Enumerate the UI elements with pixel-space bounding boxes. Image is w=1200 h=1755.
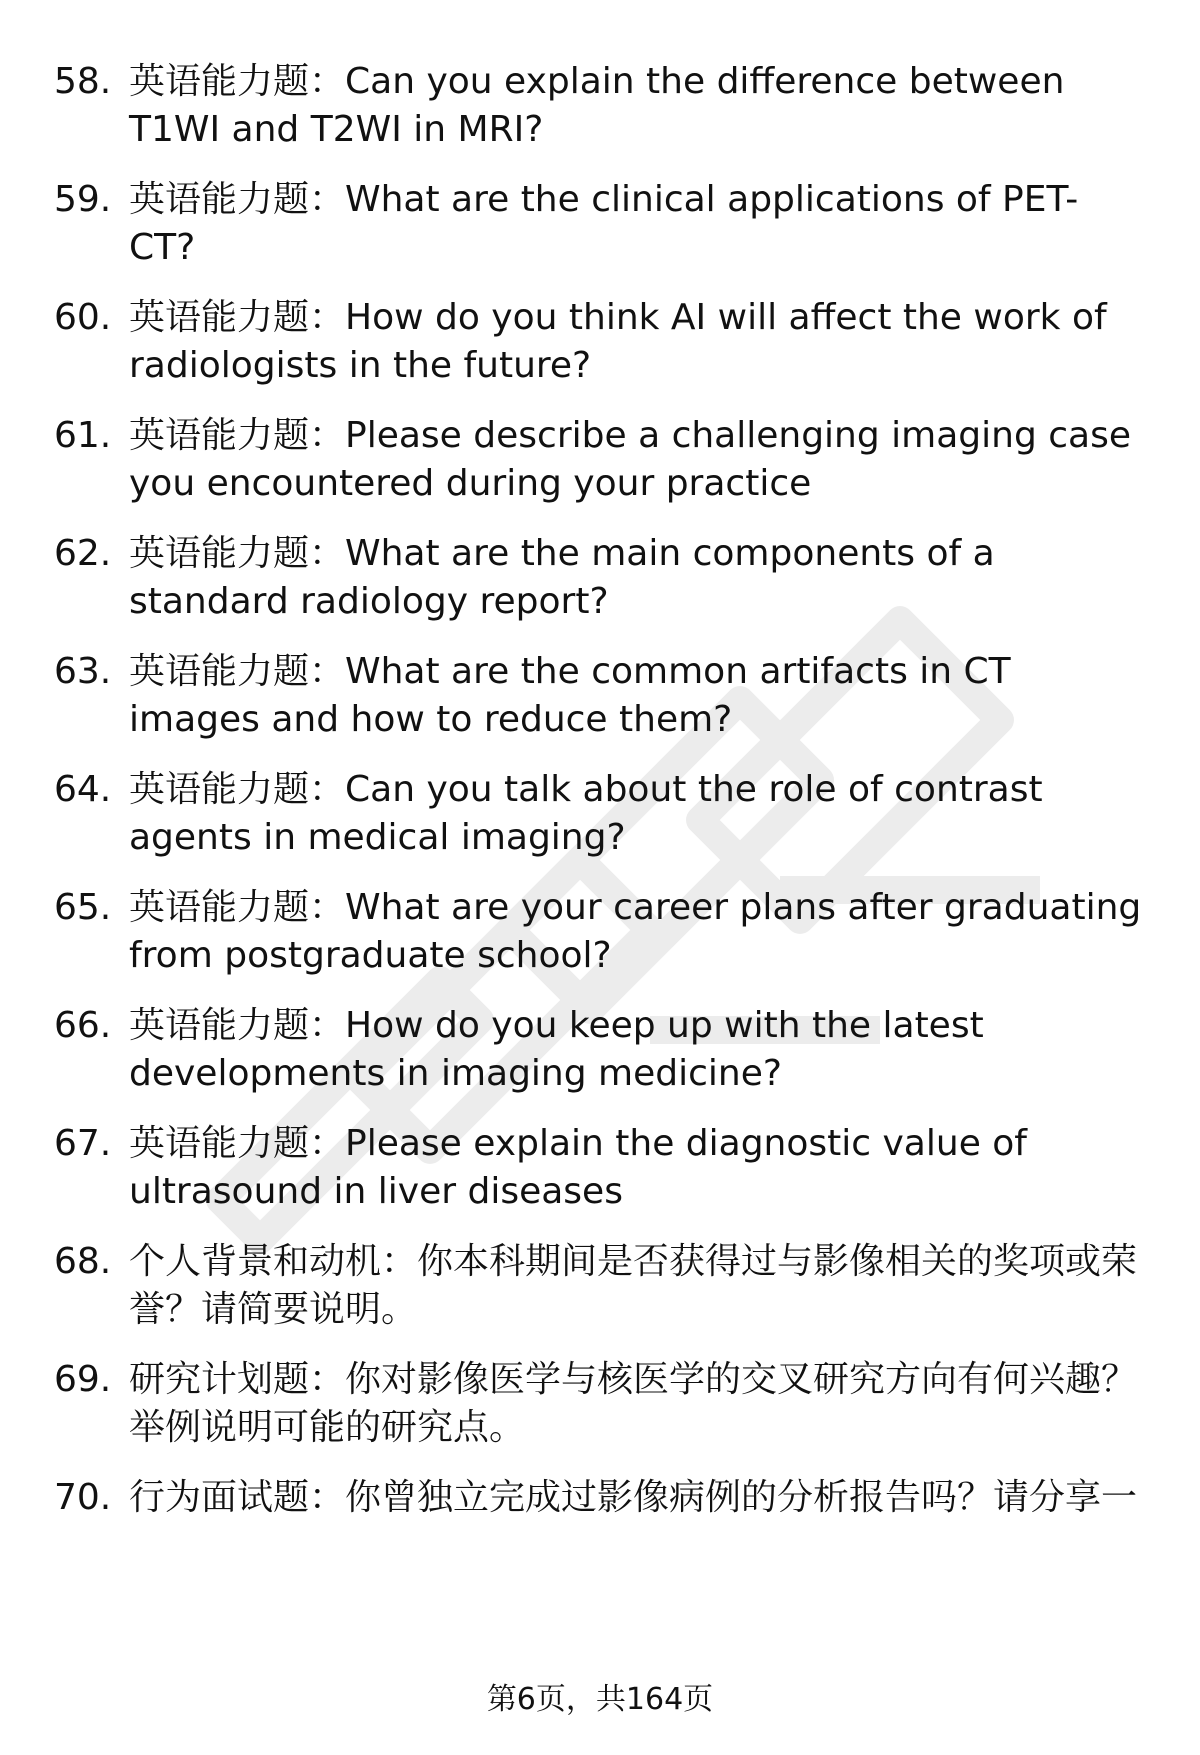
question-text: 英语能力题：Can you talk about the role of contrast agents in medical imaging? (129, 769, 1043, 858)
question-item-58 (54, 58, 1144, 154)
question-number: 60. (54, 297, 112, 338)
page-number-label: 第6页，共164页 (486, 1682, 714, 1717)
page-footer (0, 1680, 1200, 1720)
question-item-64 (54, 766, 1144, 862)
question-text: 英语能力题：Please describe a challenging imaging case you encountered during your practice (129, 415, 1132, 504)
question-item-59 (54, 176, 1144, 272)
question-item-70 (54, 1474, 1144, 1522)
question-number: 69. (54, 1359, 112, 1400)
question-number: 59. (54, 179, 112, 220)
question-number: 63. (54, 651, 112, 692)
question-number: 64. (54, 769, 112, 810)
question-text: 英语能力题：What are the main components of a standard radiology report? (129, 533, 995, 622)
question-item-67 (54, 1120, 1144, 1216)
question-item-61 (54, 412, 1144, 508)
question-number: 67. (54, 1123, 112, 1164)
question-item-68 (54, 1238, 1144, 1334)
question-number: 70. (54, 1477, 112, 1518)
question-text: 英语能力题：What are your career plans after graduating from postgraduate school? (129, 887, 1142, 976)
question-text: 英语能力题：Can you explain the difference between T1WI and T2WI in MRI? (129, 61, 1065, 150)
question-item-60 (54, 294, 1144, 390)
question-text: 行为面试题：你曾独立完成过影像病例的分析报告吗？请分享一 (129, 1477, 1138, 1518)
question-text: 英语能力题：What are the common artifacts in CT images and how to reduce them? (129, 651, 1011, 740)
question-item-63 (54, 648, 1144, 744)
question-item-69 (54, 1356, 1144, 1452)
question-number: 62. (54, 533, 112, 574)
question-number: 65. (54, 887, 112, 928)
question-list (54, 58, 1144, 1544)
question-text: 英语能力题：Please explain the diagnostic value of ultrasound in liver diseases (129, 1123, 1027, 1212)
question-number: 66. (54, 1005, 112, 1046)
question-item-62 (54, 530, 1144, 626)
question-number: 58. (54, 61, 112, 102)
question-text: 研究计划题：你对影像医学与核医学的交叉研究方向有何兴趣？举例说明可能的研究点。 (129, 1359, 1138, 1448)
question-text: 英语能力题：How do you think AI will affect the work of radiologists in the future? (129, 297, 1107, 386)
question-text: 英语能力题：How do you keep up with the latest developments in imaging medicine? (129, 1005, 984, 1094)
question-number: 68. (54, 1241, 112, 1282)
question-item-66 (54, 1002, 1144, 1098)
question-item-65 (54, 884, 1144, 980)
question-number: 61. (54, 415, 112, 456)
question-text: 个人背景和动机：你本科期间是否获得过与影像相关的奖项或荣誉？请简要说明。 (129, 1241, 1138, 1330)
question-text: 英语能力题：What are the clinical applications of PET-CT? (129, 179, 1079, 268)
